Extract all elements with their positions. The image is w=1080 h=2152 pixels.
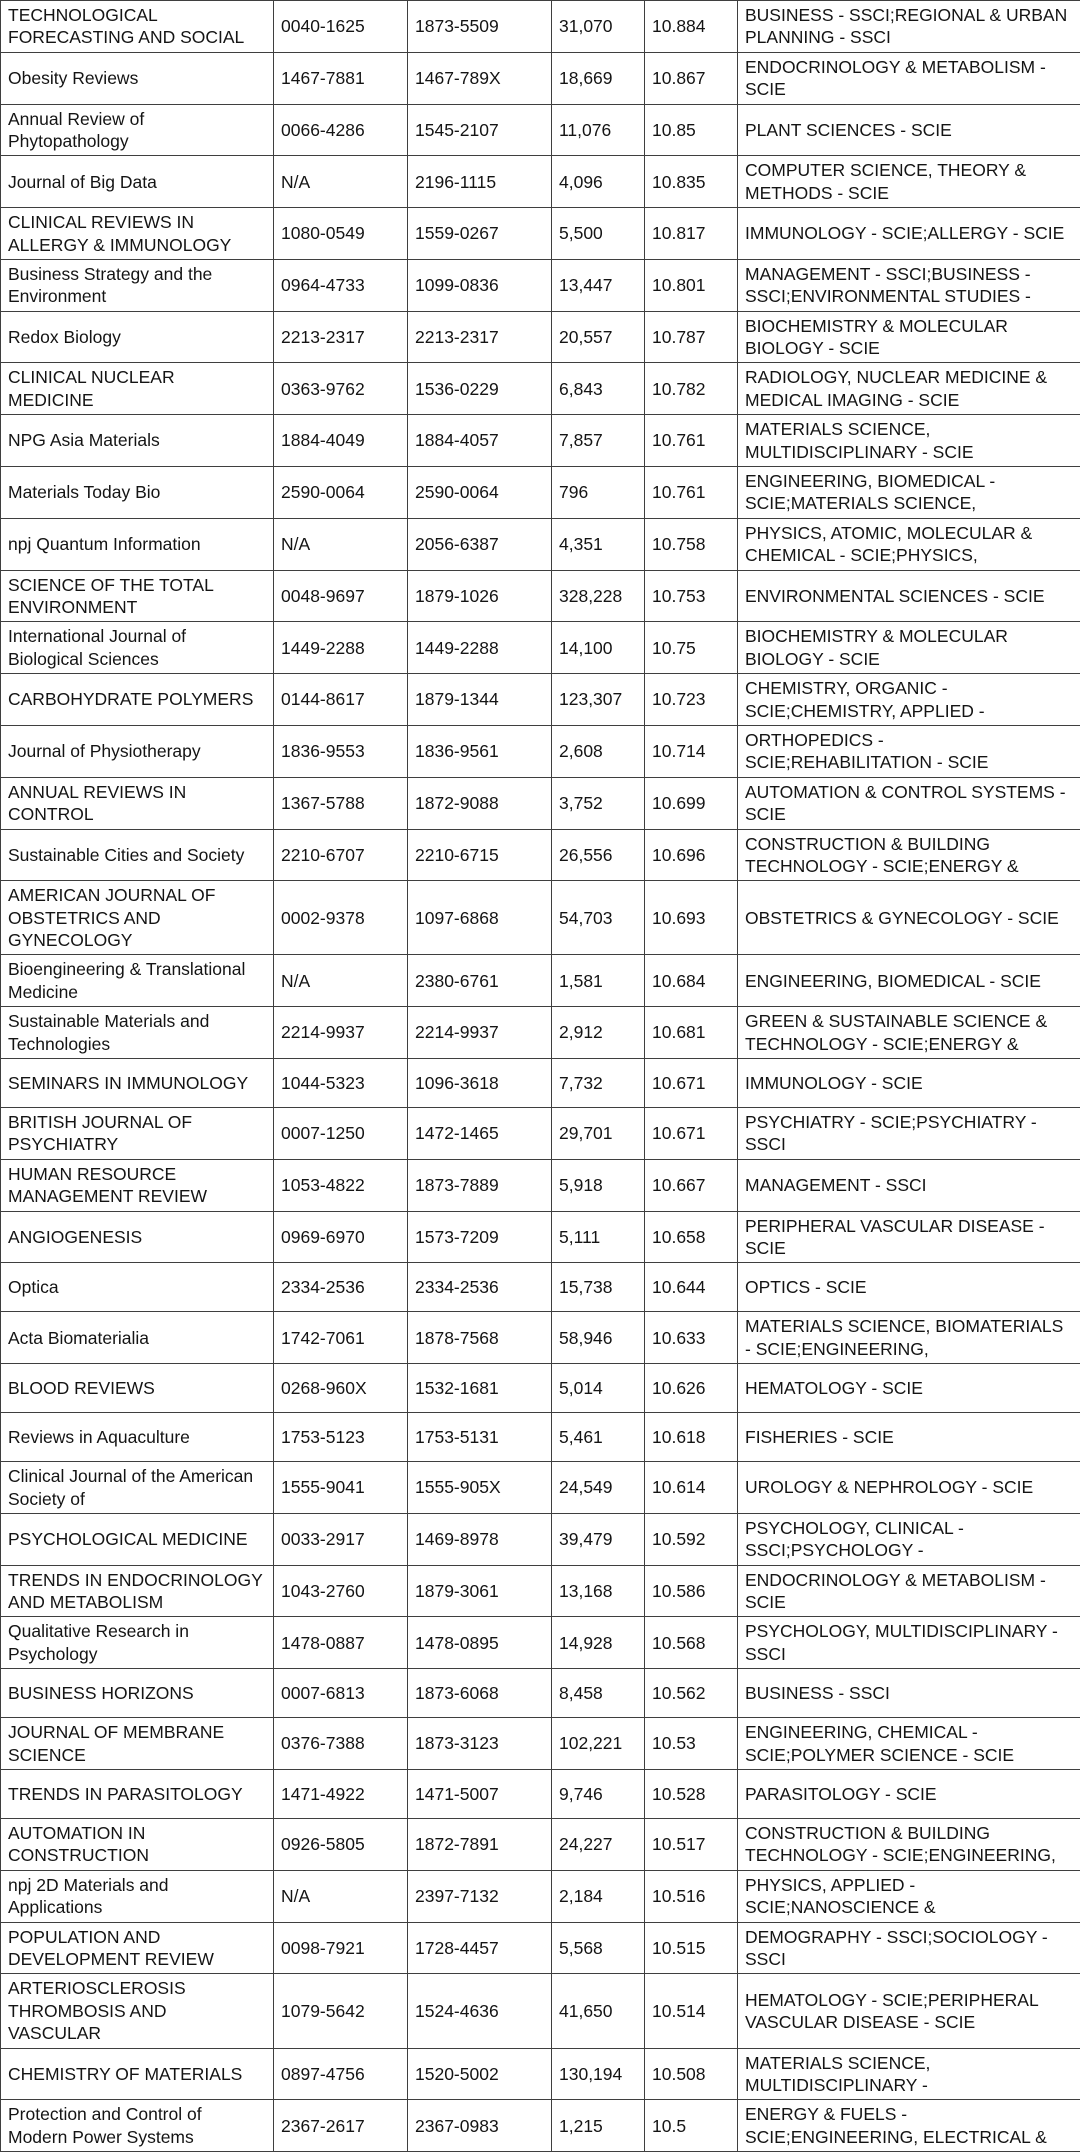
issn-cell: 1043-2760	[274, 1565, 408, 1617]
total-cites-cell: 54,703	[552, 881, 645, 955]
total-cites-cell: 1,581	[552, 955, 645, 1007]
impact-factor-cell: 10.681	[645, 1007, 738, 1059]
eissn-cell: 1873-6068	[408, 1669, 552, 1718]
eissn-cell: 1472-1465	[408, 1108, 552, 1160]
journal-name-cell: Reviews in Aquaculture	[1, 1413, 274, 1462]
impact-factor-cell: 10.667	[645, 1159, 738, 1211]
impact-factor-cell: 10.528	[645, 1770, 738, 1819]
categories-cell: PSYCHOLOGY, CLINICAL - SSCI;PSYCHOLOGY -	[738, 1513, 1080, 1565]
categories-cell: CONSTRUCTION & BUILDING TECHNOLOGY - SCIE;ENERGY &	[738, 829, 1080, 881]
table-row	[1, 1770, 1080, 1819]
impact-factor-cell: 10.53	[645, 1718, 738, 1770]
total-cites-cell: 26,556	[552, 829, 645, 881]
issn-cell: 1884-4049	[274, 415, 408, 467]
total-cites-cell: 5,111	[552, 1211, 645, 1263]
impact-factor-cell: 10.516	[645, 1870, 738, 1922]
impact-factor-cell: 10.618	[645, 1413, 738, 1462]
total-cites-cell: 4,351	[552, 518, 645, 570]
issn-cell: 0376-7388	[274, 1718, 408, 1770]
total-cites-cell: 5,500	[552, 208, 645, 260]
impact-factor-cell: 10.671	[645, 1059, 738, 1108]
journal-name-cell: HUMAN RESOURCE MANAGEMENT REVIEW	[1, 1159, 274, 1211]
journal-name-cell: ANNUAL REVIEWS IN CONTROL	[1, 777, 274, 829]
total-cites-cell: 4,096	[552, 156, 645, 208]
journal-name-cell: Redox Biology	[1, 311, 274, 363]
impact-factor-cell: 10.787	[645, 311, 738, 363]
table-row	[1, 777, 1080, 829]
impact-factor-cell: 10.658	[645, 1211, 738, 1263]
issn-cell: 0964-4733	[274, 259, 408, 311]
categories-cell: PSYCHIATRY - SCIE;PSYCHIATRY - SSCI	[738, 1108, 1080, 1160]
eissn-cell: 1879-3061	[408, 1565, 552, 1617]
categories-cell: PERIPHERAL VASCULAR DISEASE - SCIE	[738, 1211, 1080, 1263]
journal-name-cell: Optica	[1, 1263, 274, 1312]
eissn-cell: 1536-0229	[408, 363, 552, 415]
issn-cell: 0007-1250	[274, 1108, 408, 1160]
total-cites-cell: 2,912	[552, 1007, 645, 1059]
table-row	[1, 1819, 1080, 1871]
journal-name-cell: JOURNAL OF MEMBRANE SCIENCE	[1, 1718, 274, 1770]
issn-cell: 0268-960X	[274, 1364, 408, 1413]
impact-factor-cell: 10.5	[645, 2100, 738, 2152]
table-row	[1, 1513, 1080, 1565]
impact-factor-cell: 10.508	[645, 2048, 738, 2100]
issn-cell: 1742-7061	[274, 1312, 408, 1364]
eissn-cell: 1467-789X	[408, 52, 552, 104]
issn-cell: 1753-5123	[274, 1413, 408, 1462]
issn-cell: 0926-5805	[274, 1819, 408, 1871]
eissn-cell: 1873-7889	[408, 1159, 552, 1211]
impact-factor-cell: 10.592	[645, 1513, 738, 1565]
impact-factor-cell: 10.75	[645, 622, 738, 674]
total-cites-cell: 29,701	[552, 1108, 645, 1160]
journal-name-cell: BLOOD REVIEWS	[1, 1364, 274, 1413]
total-cites-cell: 18,669	[552, 52, 645, 104]
journal-name-cell: NPG Asia Materials	[1, 415, 274, 467]
total-cites-cell: 3,752	[552, 777, 645, 829]
total-cites-cell: 2,184	[552, 1870, 645, 1922]
total-cites-cell: 8,458	[552, 1669, 645, 1718]
table-row	[1, 1413, 1080, 1462]
issn-cell: 0897-4756	[274, 2048, 408, 2100]
journal-name-cell: Journal of Big Data	[1, 156, 274, 208]
categories-cell: CONSTRUCTION & BUILDING TECHNOLOGY - SCIE;ENGINEERING,	[738, 1819, 1080, 1871]
eissn-cell: 1573-7209	[408, 1211, 552, 1263]
eissn-cell: 1879-1344	[408, 674, 552, 726]
issn-cell: 0040-1625	[274, 1, 408, 53]
impact-factor-cell: 10.758	[645, 518, 738, 570]
journal-name-cell: Clinical Journal of the American Society of	[1, 1462, 274, 1514]
journal-name-cell: AUTOMATION IN CONSTRUCTION	[1, 1819, 274, 1871]
journal-name-cell: BUSINESS HORIZONS	[1, 1669, 274, 1718]
journal-name-cell: Materials Today Bio	[1, 467, 274, 519]
journal-name-cell: BRITISH JOURNAL OF PSYCHIATRY	[1, 1108, 274, 1160]
issn-cell: 0969-6970	[274, 1211, 408, 1263]
eissn-cell: 1099-0836	[408, 259, 552, 311]
table-row	[1, 1159, 1080, 1211]
impact-factor-cell: 10.699	[645, 777, 738, 829]
table-row	[1, 622, 1080, 674]
eissn-cell: 1478-0895	[408, 1617, 552, 1669]
categories-cell: PHYSICS, APPLIED - SCIE;NANOSCIENCE &	[738, 1870, 1080, 1922]
total-cites-cell: 1,215	[552, 2100, 645, 2152]
eissn-cell: 1471-5007	[408, 1770, 552, 1819]
eissn-cell: 1872-7891	[408, 1819, 552, 1871]
impact-factor-cell: 10.782	[645, 363, 738, 415]
categories-cell: HEMATOLOGY - SCIE;PERIPHERAL VASCULAR DISEASE - SCIE	[738, 1974, 1080, 2048]
eissn-cell: 1449-2288	[408, 622, 552, 674]
table-row	[1, 415, 1080, 467]
categories-cell: MATERIALS SCIENCE, BIOMATERIALS - SCIE;ENGINEERING,	[738, 1312, 1080, 1364]
table-row	[1, 363, 1080, 415]
categories-cell: PSYCHOLOGY, MULTIDISCIPLINARY - SSCI	[738, 1617, 1080, 1669]
journal-name-cell: Qualitative Research in Psychology	[1, 1617, 274, 1669]
impact-factor-cell: 10.801	[645, 259, 738, 311]
table-row	[1, 674, 1080, 726]
journal-name-cell: ANGIOGENESIS	[1, 1211, 274, 1263]
table-row	[1, 1, 1080, 53]
categories-cell: MATERIALS SCIENCE, MULTIDISCIPLINARY - SCIE	[738, 415, 1080, 467]
total-cites-cell: 2,608	[552, 725, 645, 777]
impact-factor-cell: 10.626	[645, 1364, 738, 1413]
categories-cell: AUTOMATION & CONTROL SYSTEMS - SCIE	[738, 777, 1080, 829]
categories-cell: DEMOGRAPHY - SSCI;SOCIOLOGY - SSCI	[738, 1922, 1080, 1974]
eissn-cell: 1873-3123	[408, 1718, 552, 1770]
eissn-cell: 2056-6387	[408, 518, 552, 570]
table-row	[1, 955, 1080, 1007]
eissn-cell: 1096-3618	[408, 1059, 552, 1108]
eissn-cell: 1469-8978	[408, 1513, 552, 1565]
table-row	[1, 52, 1080, 104]
issn-cell: 1044-5323	[274, 1059, 408, 1108]
eissn-cell: 2214-9937	[408, 1007, 552, 1059]
categories-cell: ENERGY & FUELS - SCIE;ENGINEERING, ELECTRICAL &	[738, 2100, 1080, 2152]
issn-cell: 0098-7921	[274, 1922, 408, 1974]
issn-cell: 1080-0549	[274, 208, 408, 260]
impact-factor-cell: 10.684	[645, 955, 738, 1007]
total-cites-cell: 5,568	[552, 1922, 645, 1974]
total-cites-cell: 58,946	[552, 1312, 645, 1364]
journal-name-cell: Sustainable Cities and Society	[1, 829, 274, 881]
categories-cell: BUSINESS - SSCI	[738, 1669, 1080, 1718]
table-row	[1, 156, 1080, 208]
issn-cell: N/A	[274, 518, 408, 570]
journal-name-cell: Annual Review of Phytopathology	[1, 104, 274, 156]
categories-cell: ENVIRONMENTAL SCIENCES - SCIE	[738, 570, 1080, 622]
total-cites-cell: 13,447	[552, 259, 645, 311]
impact-factor-cell: 10.867	[645, 52, 738, 104]
journal-name-cell: CHEMISTRY OF MATERIALS	[1, 2048, 274, 2100]
journal-name-cell: CLINICAL NUCLEAR MEDICINE	[1, 363, 274, 415]
categories-cell: IMMUNOLOGY - SCIE;ALLERGY - SCIE	[738, 208, 1080, 260]
eissn-cell: 1836-9561	[408, 725, 552, 777]
table-row	[1, 1870, 1080, 1922]
categories-cell: GREEN & SUSTAINABLE SCIENCE & TECHNOLOGY - SCIE;ENERGY &	[738, 1007, 1080, 1059]
journal-name-cell: npj 2D Materials and Applications	[1, 1870, 274, 1922]
impact-factor-cell: 10.614	[645, 1462, 738, 1514]
categories-cell: BUSINESS - SSCI;REGIONAL & URBAN PLANNING - SSCI	[738, 1, 1080, 53]
table-row	[1, 725, 1080, 777]
eissn-cell: 1532-1681	[408, 1364, 552, 1413]
table-row	[1, 1211, 1080, 1263]
impact-factor-cell: 10.633	[645, 1312, 738, 1364]
issn-cell: 0007-6813	[274, 1669, 408, 1718]
issn-cell: 1449-2288	[274, 622, 408, 674]
categories-cell: BIOCHEMISTRY & MOLECULAR BIOLOGY - SCIE	[738, 622, 1080, 674]
total-cites-cell: 123,307	[552, 674, 645, 726]
table-row	[1, 829, 1080, 881]
issn-cell: 1079-5642	[274, 1974, 408, 2048]
impact-factor-cell: 10.568	[645, 1617, 738, 1669]
total-cites-cell: 328,228	[552, 570, 645, 622]
journal-name-cell: Business Strategy and the Environment	[1, 259, 274, 311]
eissn-cell: 2590-0064	[408, 467, 552, 519]
total-cites-cell: 7,732	[552, 1059, 645, 1108]
journal-name-cell: TRENDS IN PARASITOLOGY	[1, 1770, 274, 1819]
total-cites-cell: 102,221	[552, 1718, 645, 1770]
total-cites-cell: 11,076	[552, 104, 645, 156]
journal-name-cell: SCIENCE OF THE TOTAL ENVIRONMENT	[1, 570, 274, 622]
eissn-cell: 1520-5002	[408, 2048, 552, 2100]
journal-name-cell: Acta Biomaterialia	[1, 1312, 274, 1364]
total-cites-cell: 5,918	[552, 1159, 645, 1211]
table-row	[1, 881, 1080, 955]
issn-cell: 1478-0887	[274, 1617, 408, 1669]
total-cites-cell: 13,168	[552, 1565, 645, 1617]
issn-cell: N/A	[274, 156, 408, 208]
table-row	[1, 1669, 1080, 1718]
eissn-cell: 1873-5509	[408, 1, 552, 53]
total-cites-cell: 14,928	[552, 1617, 645, 1669]
categories-cell: MATERIALS SCIENCE, MULTIDISCIPLINARY -	[738, 2048, 1080, 2100]
categories-cell: ENDOCRINOLOGY & METABOLISM - SCIE	[738, 52, 1080, 104]
table-row	[1, 1312, 1080, 1364]
eissn-cell: 1728-4457	[408, 1922, 552, 1974]
total-cites-cell: 6,843	[552, 363, 645, 415]
total-cites-cell: 24,549	[552, 1462, 645, 1514]
impact-factor-cell: 10.562	[645, 1669, 738, 1718]
table-row	[1, 2100, 1080, 2152]
issn-cell: N/A	[274, 1870, 408, 1922]
eissn-cell: 1753-5131	[408, 1413, 552, 1462]
total-cites-cell: 15,738	[552, 1263, 645, 1312]
impact-factor-cell: 10.714	[645, 725, 738, 777]
categories-cell: BIOCHEMISTRY & MOLECULAR BIOLOGY - SCIE	[738, 311, 1080, 363]
issn-cell: 0363-9762	[274, 363, 408, 415]
total-cites-cell: 130,194	[552, 2048, 645, 2100]
table-row	[1, 1364, 1080, 1413]
total-cites-cell: 24,227	[552, 1819, 645, 1871]
issn-cell: 2334-2536	[274, 1263, 408, 1312]
eissn-cell: 2213-2317	[408, 311, 552, 363]
total-cites-cell: 5,461	[552, 1413, 645, 1462]
categories-cell: PHYSICS, ATOMIC, MOLECULAR & CHEMICAL - SCIE;PHYSICS,	[738, 518, 1080, 570]
categories-cell: RADIOLOGY, NUCLEAR MEDICINE & MEDICAL IMAGING - SCIE	[738, 363, 1080, 415]
issn-cell: 2213-2317	[274, 311, 408, 363]
journal-name-cell: Obesity Reviews	[1, 52, 274, 104]
table-row	[1, 518, 1080, 570]
impact-factor-cell: 10.85	[645, 104, 738, 156]
total-cites-cell: 5,014	[552, 1364, 645, 1413]
journal-name-cell: POPULATION AND DEVELOPMENT REVIEW	[1, 1922, 274, 1974]
impact-factor-cell: 10.644	[645, 1263, 738, 1312]
total-cites-cell: 41,650	[552, 1974, 645, 2048]
total-cites-cell: 9,746	[552, 1770, 645, 1819]
total-cites-cell: 7,857	[552, 415, 645, 467]
eissn-cell: 1545-2107	[408, 104, 552, 156]
journal-name-cell: TECHNOLOGICAL FORECASTING AND SOCIAL	[1, 1, 274, 53]
eissn-cell: 1559-0267	[408, 208, 552, 260]
eissn-cell: 1878-7568	[408, 1312, 552, 1364]
table-row	[1, 1108, 1080, 1160]
impact-factor-cell: 10.693	[645, 881, 738, 955]
table-row	[1, 1922, 1080, 1974]
journal-name-cell: Protection and Control of Modern Power Systems	[1, 2100, 274, 2152]
categories-cell: PLANT SCIENCES - SCIE	[738, 104, 1080, 156]
table-row	[1, 2048, 1080, 2100]
table-row	[1, 259, 1080, 311]
table-row	[1, 311, 1080, 363]
impact-factor-cell: 10.753	[645, 570, 738, 622]
issn-cell: 2367-2617	[274, 2100, 408, 2152]
categories-cell: HEMATOLOGY - SCIE	[738, 1364, 1080, 1413]
categories-cell: FISHERIES - SCIE	[738, 1413, 1080, 1462]
issn-cell: 0066-4286	[274, 104, 408, 156]
table-row	[1, 1059, 1080, 1108]
eissn-cell: 1872-9088	[408, 777, 552, 829]
journal-name-cell: Sustainable Materials and Technologies	[1, 1007, 274, 1059]
table-row	[1, 467, 1080, 519]
issn-cell: 2214-9937	[274, 1007, 408, 1059]
issn-cell: 2590-0064	[274, 467, 408, 519]
issn-cell: N/A	[274, 955, 408, 1007]
categories-cell: CHEMISTRY, ORGANIC - SCIE;CHEMISTRY, APPLIED -	[738, 674, 1080, 726]
issn-cell: 1555-9041	[274, 1462, 408, 1514]
journal-name-cell: AMERICAN JOURNAL OF OBSTETRICS AND GYNECOLOGY	[1, 881, 274, 955]
eissn-cell: 2367-0983	[408, 2100, 552, 2152]
issn-cell: 1053-4822	[274, 1159, 408, 1211]
impact-factor-cell: 10.514	[645, 1974, 738, 2048]
issn-cell: 1367-5788	[274, 777, 408, 829]
journal-table-body	[1, 1, 1080, 2152]
table-row	[1, 1007, 1080, 1059]
issn-cell: 0002-9378	[274, 881, 408, 955]
eissn-cell: 1884-4057	[408, 415, 552, 467]
categories-cell: IMMUNOLOGY - SCIE	[738, 1059, 1080, 1108]
journal-name-cell: Bioengineering & Translational Medicine	[1, 955, 274, 1007]
categories-cell: PARASITOLOGY - SCIE	[738, 1770, 1080, 1819]
issn-cell: 2210-6707	[274, 829, 408, 881]
impact-factor-cell: 10.761	[645, 415, 738, 467]
impact-factor-cell: 10.517	[645, 1819, 738, 1871]
issn-cell: 0144-8617	[274, 674, 408, 726]
categories-cell: OBSTETRICS & GYNECOLOGY - SCIE	[738, 881, 1080, 955]
table-row	[1, 1462, 1080, 1514]
table-row	[1, 1263, 1080, 1312]
eissn-cell: 2397-7132	[408, 1870, 552, 1922]
eissn-cell: 2196-1115	[408, 156, 552, 208]
categories-cell: MANAGEMENT - SSCI;BUSINESS - SSCI;ENVIRONMENTAL STUDIES -	[738, 259, 1080, 311]
table-row	[1, 1617, 1080, 1669]
table-row	[1, 208, 1080, 260]
categories-cell: OPTICS - SCIE	[738, 1263, 1080, 1312]
journal-name-cell: npj Quantum Information	[1, 518, 274, 570]
table-row	[1, 570, 1080, 622]
total-cites-cell: 14,100	[552, 622, 645, 674]
categories-cell: ENGINEERING, BIOMEDICAL - SCIE;MATERIALS SCIENCE,	[738, 467, 1080, 519]
table-row	[1, 104, 1080, 156]
categories-cell: MANAGEMENT - SSCI	[738, 1159, 1080, 1211]
eissn-cell: 2380-6761	[408, 955, 552, 1007]
impact-factor-cell: 10.835	[645, 156, 738, 208]
categories-cell: ENDOCRINOLOGY & METABOLISM - SCIE	[738, 1565, 1080, 1617]
journal-name-cell: CARBOHYDRATE POLYMERS	[1, 674, 274, 726]
categories-cell: ENGINEERING, BIOMEDICAL - SCIE	[738, 955, 1080, 1007]
impact-factor-cell: 10.586	[645, 1565, 738, 1617]
total-cites-cell: 31,070	[552, 1, 645, 53]
issn-cell: 1836-9553	[274, 725, 408, 777]
table-row	[1, 1974, 1080, 2048]
impact-factor-cell: 10.761	[645, 467, 738, 519]
eissn-cell: 2334-2536	[408, 1263, 552, 1312]
total-cites-cell: 39,479	[552, 1513, 645, 1565]
categories-cell: ENGINEERING, CHEMICAL - SCIE;POLYMER SCIENCE - SCIE	[738, 1718, 1080, 1770]
eissn-cell: 1555-905X	[408, 1462, 552, 1514]
journal-name-cell: International Journal of Biological Sciences	[1, 622, 274, 674]
journal-name-cell: SEMINARS IN IMMUNOLOGY	[1, 1059, 274, 1108]
table-row	[1, 1565, 1080, 1617]
impact-factor-cell: 10.671	[645, 1108, 738, 1160]
journal-name-cell: CLINICAL REVIEWS IN ALLERGY & IMMUNOLOGY	[1, 208, 274, 260]
eissn-cell: 2210-6715	[408, 829, 552, 881]
impact-factor-cell: 10.723	[645, 674, 738, 726]
issn-cell: 1467-7881	[274, 52, 408, 104]
impact-factor-cell: 10.884	[645, 1, 738, 53]
categories-cell: COMPUTER SCIENCE, THEORY & METHODS - SCIE	[738, 156, 1080, 208]
total-cites-cell: 20,557	[552, 311, 645, 363]
impact-factor-cell: 10.817	[645, 208, 738, 260]
eissn-cell: 1097-6868	[408, 881, 552, 955]
issn-cell: 0033-2917	[274, 1513, 408, 1565]
categories-cell: ORTHOPEDICS - SCIE;REHABILITATION - SCIE	[738, 725, 1080, 777]
journal-name-cell: PSYCHOLOGICAL MEDICINE	[1, 1513, 274, 1565]
table-row	[1, 1718, 1080, 1770]
impact-factor-cell: 10.696	[645, 829, 738, 881]
eissn-cell: 1879-1026	[408, 570, 552, 622]
issn-cell: 1471-4922	[274, 1770, 408, 1819]
issn-cell: 0048-9697	[274, 570, 408, 622]
journal-name-cell: ARTERIOSCLEROSIS THROMBOSIS AND VASCULAR	[1, 1974, 274, 2048]
journal-name-cell: Journal of Physiotherapy	[1, 725, 274, 777]
journal-name-cell: TRENDS IN ENDOCRINOLOGY AND METABOLISM	[1, 1565, 274, 1617]
categories-cell: UROLOGY & NEPHROLOGY - SCIE	[738, 1462, 1080, 1514]
impact-factor-cell: 10.515	[645, 1922, 738, 1974]
eissn-cell: 1524-4636	[408, 1974, 552, 2048]
total-cites-cell: 796	[552, 467, 645, 519]
